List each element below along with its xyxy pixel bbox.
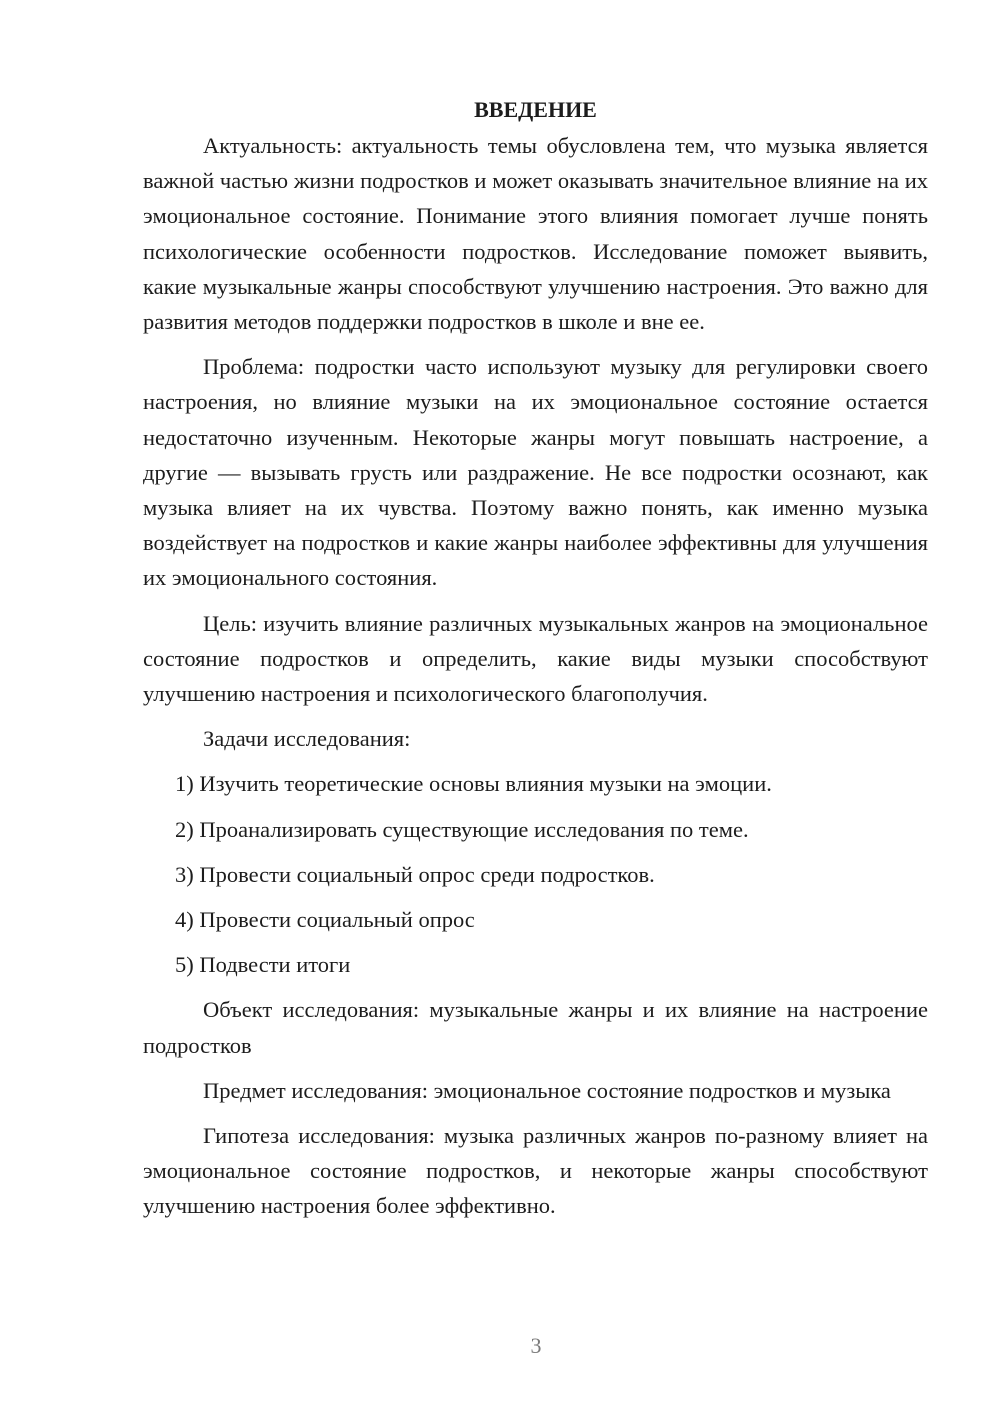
relevance-paragraph: Актуальность: актуальность темы обусловлена тем, что музыка является важной частью жизни подростков и может оказывать значительное влияние на их эмоциональное состояние. Понимание этого влияния помогает лучше понять психологические особенности подростков. Исследование поможет выявить, какие музыкальные жанры способствуют улучшению настроения. Это важно для развития методов поддержки подростков в школе и вне ее. [143, 133, 928, 335]
tasks-heading: Задачи исследования: [203, 726, 411, 752]
task-item-5: 5) Подвести итоги [175, 952, 351, 978]
goal-paragraph: Цель: изучить влияние различных музыкальных жанров на эмоциональное состояние подростков и определить, какие виды музыки способствуют улучшению настроения и психологического благополучия. [143, 610, 928, 707]
page-number: 3 [530, 1333, 542, 1358]
task-item-2: 2) Проанализировать существующие исследования по теме. [175, 816, 749, 842]
task-item-3: 3) Провести социальный опрос среди подростков. [175, 861, 655, 887]
hypothesis-paragraph: Гипотеза исследования: музыка различных жанров по-разному влияет на эмоциональное состояние подростков, и некоторые жанры способствуют улучшению настроения более эффективно. [143, 1123, 928, 1219]
task-item-1: 1) Изучить теоретические основы влияния музыки на эмоции. [175, 771, 772, 797]
tasks-list [143, 766, 928, 982]
task-item-4: 4) Провести социальный опрос [175, 907, 475, 933]
object-paragraph: Объект исследования: музыкальные жанры и их влияние на настроение подростков [143, 997, 928, 1058]
section-title: ВВЕДЕНИЕ [474, 97, 597, 122]
document-body [143, 92, 928, 1234]
problem-paragraph: Проблема: подростки часто используют музыку для регулировки своего настроения, но влияние музыки на их эмоциональное состояние остается недостаточно изученным. Некоторые жанры могут повышать настроение, а другие — вызывать грусть или раздражение. Не все подростки осознают, как музыка влияет на их чувства. Поэтому важно понять, как именно музыка воздействует на подростков и какие жанры наиболее эффективны для улучшения их эмоционального состояния. [143, 354, 928, 591]
subject-paragraph: Предмет исследования: эмоциональное состояние подростков и музыка [203, 1077, 891, 1103]
